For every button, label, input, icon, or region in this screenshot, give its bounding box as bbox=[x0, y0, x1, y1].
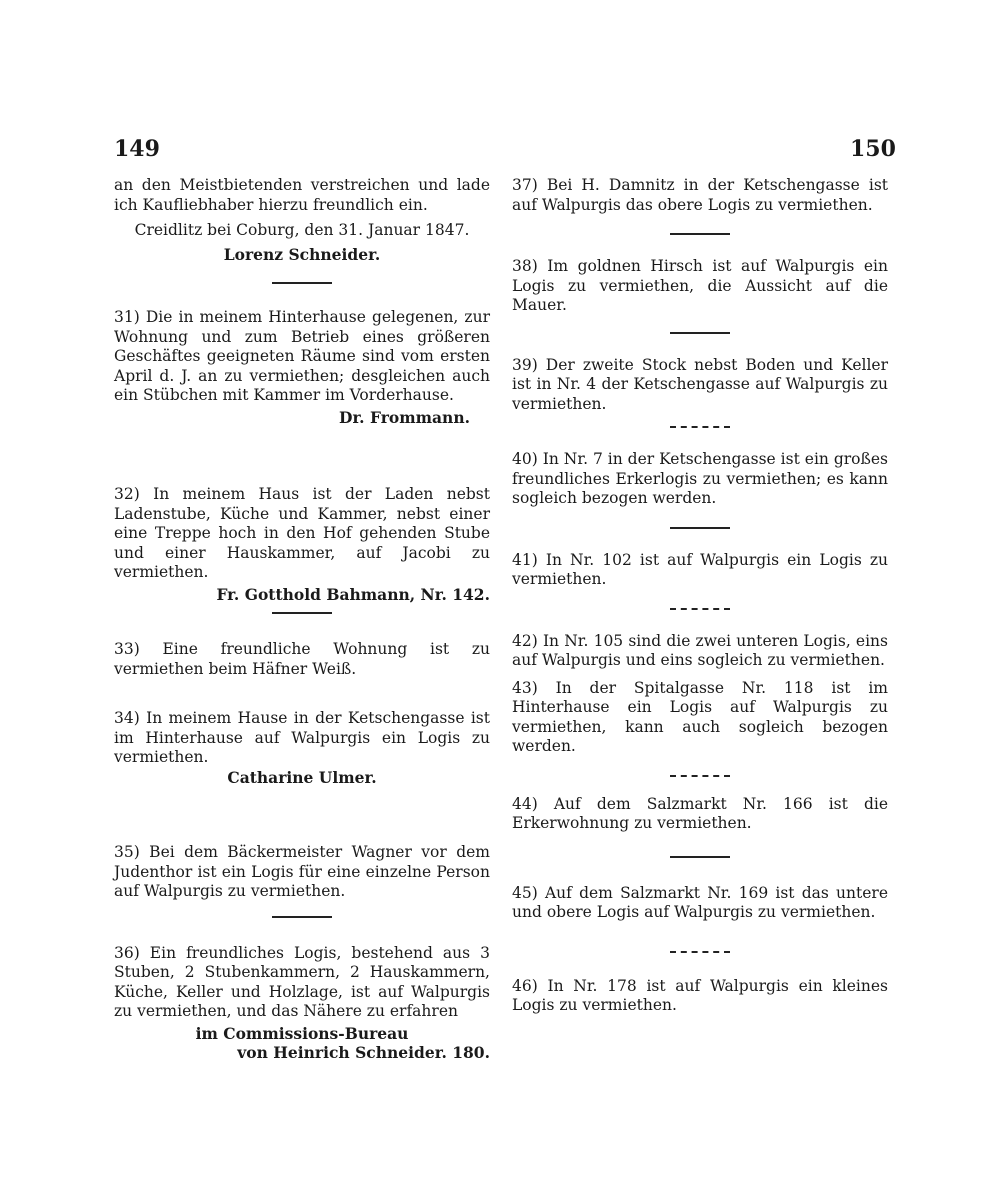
divider bbox=[670, 951, 730, 953]
divider bbox=[670, 608, 730, 610]
ad-39: 39) Der zweite Stock nebst Boden und Keller ist in Nr. 4 der Ketschengasse auf Walpurgis zu vermiethen. bbox=[512, 355, 888, 413]
ad-32: 32) In meinem Haus ist der Laden nebst Ladenstube, Küche und Kammer, nebst einer eine Treppe hoch in den Hof gehenden Stube und einer Hauskammer, auf Jacobi zu vermiethen. bbox=[114, 485, 490, 581]
ad-41: 41) In Nr. 102 ist auf Walpurgis ein Logis zu vermiethen. bbox=[512, 550, 888, 588]
page-number-left: 149 bbox=[114, 136, 160, 162]
ad-42: 42) In Nr. 105 sind die zwei unteren Logis, eins auf Walpurgis und eins sogleich zu vermiethen. bbox=[512, 631, 888, 669]
signature-heinrich-schneider: von Heinrich Schneider. 180. bbox=[237, 1043, 490, 1062]
intro-text: an den Meistbietenden verstreichen und lade ich Kaufliebhaber hierzu freundlich ein. bbox=[114, 176, 490, 214]
ad-36: 36) Ein freundliches Logis, bestehend aus 3 Stuben, 2 Stubenkammern, 2 Hauskammern, Küche, Keller und Holzlage, ist auf Walpurgis zu vermiethen, und das Nähere zu erfahren bbox=[114, 943, 490, 1020]
ad-31: 31) Die in meinem Hinterhause gelegenen, zur Wohnung und zum Betrieb eines größeren Geschäftes geeigneten Räume sind vom ersten April d. J. an zu vermiethen; desgleichen auch ein Stübchen mit Kammer im Vorderhause. bbox=[114, 308, 490, 404]
signature-bureau: im Commissions-Bureau bbox=[195, 1023, 409, 1043]
divider bbox=[670, 527, 730, 529]
ad-45: 45) Auf dem Salzmarkt Nr. 169 ist das untere und obere Logis auf Walpurgis zu vermiethen. bbox=[512, 883, 888, 921]
ad-46: 46) In Nr. 178 ist auf Walpurgis ein kleines Logis zu vermiethen. bbox=[512, 976, 888, 1014]
signature-bahmann: Fr. Gotthold Bahmann, Nr. 142. bbox=[216, 584, 490, 604]
page-number-right: 150 bbox=[850, 136, 896, 162]
ad-33: 33) Eine freundliche Wohnung ist zu vermiethen beim Häfner Weiß. bbox=[114, 640, 490, 678]
left-column bbox=[114, 176, 490, 1063]
signature-frommann: Dr. Frommann. bbox=[339, 407, 470, 427]
divider bbox=[670, 233, 730, 235]
divider bbox=[670, 332, 730, 334]
divider bbox=[670, 856, 730, 858]
ad-38: 38) Im goldnen Hirsch ist auf Walpurgis ein Logis zu vermiethen, die Aussicht auf die Mauer. bbox=[512, 257, 888, 314]
divider bbox=[272, 916, 332, 918]
ad-34: 34) In meinem Hause in der Ketschengasse ist im Hinterhause auf Walpurgis ein Logis zu vermiethen. bbox=[114, 709, 490, 766]
ad-40: 40) In Nr. 7 in der Ketschengasse ist ein großes freundliches Erkerlogis zu vermiethen; es kann sogleich bezogen werden. bbox=[512, 450, 888, 507]
dateline: Creidlitz bei Coburg, den 31. Januar 1847. bbox=[134, 221, 470, 239]
ad-37: 37) Bei H. Damnitz in der Ketschengasse ist auf Walpurgis das obere Logis zu vermiethen. bbox=[512, 176, 888, 214]
ad-43: 43) In der Spitalgasse Nr. 118 ist im Hinterhause ein Logis auf Walpurgis zu vermiethen, kann auch sogleich bezogen werden. bbox=[512, 678, 888, 755]
right-column bbox=[512, 176, 888, 1016]
divider bbox=[272, 612, 332, 614]
signature-ulmer: Catharine Ulmer. bbox=[227, 767, 377, 787]
divider bbox=[670, 775, 730, 777]
signature-schneider: Lorenz Schneider. bbox=[223, 244, 381, 264]
ad-35: 35) Bei dem Bäckermeister Wagner vor dem Judenthor ist ein Logis für eine einzelne Person auf Walpurgis zu vermiethen. bbox=[114, 843, 490, 900]
divider bbox=[670, 426, 730, 428]
ad-44: 44) Auf dem Salzmarkt Nr. 166 ist die Erkerwohnung zu vermiethen. bbox=[512, 794, 888, 832]
divider bbox=[272, 282, 332, 284]
